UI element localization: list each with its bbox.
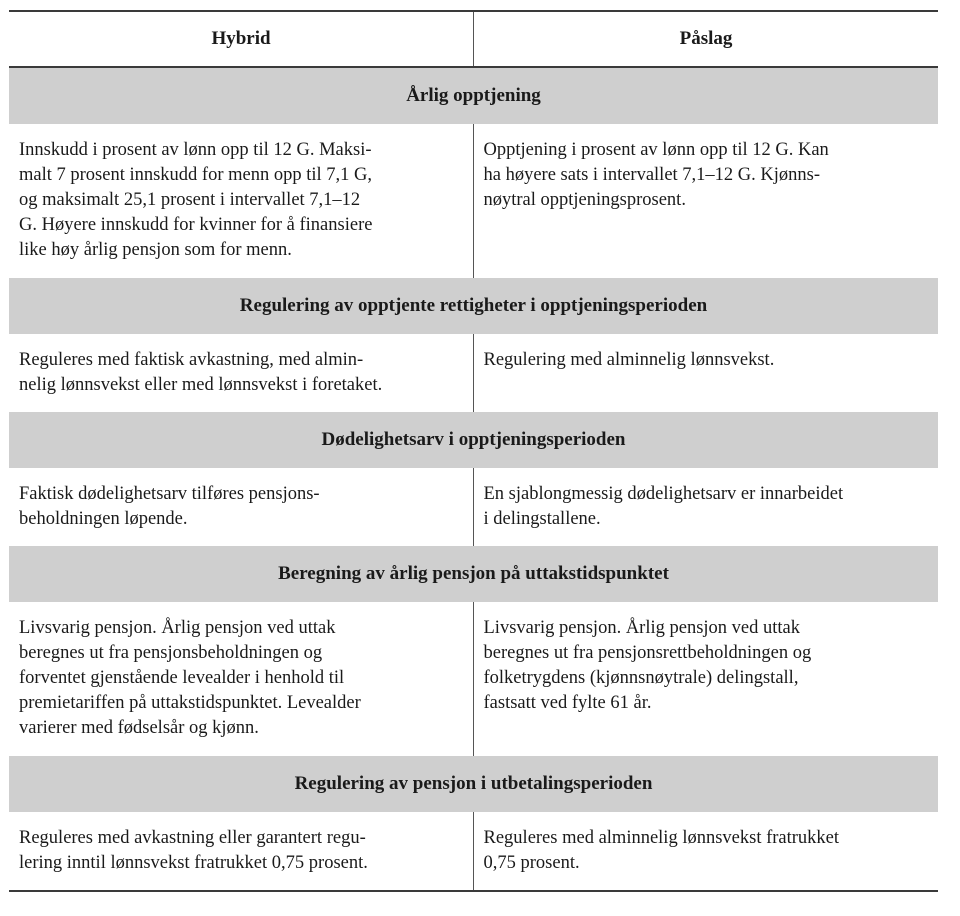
text-line: Opptjening i prosent av lønn opp til 12 G. Kan — [483, 140, 829, 160]
cell-paslag — [474, 468, 939, 546]
text-line: Livsvarig pensjon. Årlig pensjon ved uttak — [483, 618, 801, 638]
text-line: beholdningen løpende. — [19, 509, 188, 529]
text-line: og maksimalt 25,1 prosent i intervallet 7,1–12 — [19, 190, 361, 210]
cell-hybrid — [9, 602, 474, 756]
text-line: forventet gjenstående levealder i henhold til — [19, 668, 345, 688]
column-header-hybrid: Hybrid — [9, 12, 474, 66]
section-title-regulering-opptjente: Regulering av opptjente rettigheter i opptjeningsperioden — [9, 278, 938, 334]
table-bottom-rule — [9, 890, 938, 892]
text-line: fastsatt ved fylte 61 år. — [483, 693, 652, 713]
text-line: i delingstallene. — [483, 509, 601, 529]
text-line: G. Høyere innskudd for kvinner for å finansiere — [19, 215, 373, 235]
text-line: 0,75 prosent. — [483, 853, 580, 873]
text-line: Regulering med alminnelig lønnsvekst. — [483, 350, 775, 370]
text-line: Reguleres med faktisk avkastning, med almin- — [19, 350, 364, 370]
text-line: Innskudd i prosent av lønn opp til 12 G. Maksi- — [19, 140, 372, 160]
section-title-dodelighetsarv: Dødelighetsarv i opptjeningsperioden — [9, 412, 938, 468]
section-title-regulering-pensjon: Regulering av pensjon i utbetalingsperioden — [9, 756, 938, 812]
text-line: nøytral opptjeningsprosent. — [483, 190, 686, 210]
text-line: lering inntil lønnsvekst fratrukket 0,75 prosent. — [19, 853, 368, 873]
cell-paslag — [474, 602, 939, 756]
table-row — [9, 602, 938, 756]
text-line: beregnes ut fra pensjonsbeholdningen og — [19, 643, 323, 663]
cell-paslag — [474, 334, 939, 412]
table-header-row — [9, 12, 938, 68]
table-row — [9, 812, 938, 890]
column-header-paslag: Påslag — [679, 28, 733, 49]
table-row — [9, 124, 938, 278]
cell-hybrid — [9, 812, 474, 890]
text-line: beregnes ut fra pensjonsrettbeholdningen og — [483, 643, 812, 663]
text-line: Reguleres med avkastning eller garantert regu- — [19, 828, 366, 848]
text-line: Reguleres med alminnelig lønnsvekst fratrukket — [483, 828, 840, 848]
cell-hybrid — [9, 468, 474, 546]
text-line: ha høyere sats i intervallet 7,1–12 G. Kjønns- — [483, 165, 821, 185]
table-row — [9, 334, 938, 412]
text-line: malt 7 prosent innskudd for menn opp til 7,1 G, — [19, 165, 373, 185]
text-line: premietariffen på uttakstidspunktet. Levealder — [19, 693, 361, 713]
text-line: nelig lønnsvekst eller med lønnsvekst i foretaket. — [19, 375, 383, 395]
comparison-table — [9, 10, 938, 892]
cell-paslag — [474, 812, 939, 890]
section-title-beregning: Beregning av årlig pensjon på uttakstidspunktet — [9, 546, 938, 602]
text-line: Faktisk dødelighetsarv tilføres pensjons- — [19, 484, 320, 504]
text-line: like høy årlig pensjon som for menn. — [19, 240, 292, 260]
cell-paslag — [474, 124, 939, 278]
text-line: varierer med fødselsår og kjønn. — [19, 718, 259, 738]
text-line: Livsvarig pensjon. Årlig pensjon ved uttak — [19, 618, 336, 638]
text-line: En sjablongmessig dødelighetsarv er innarbeidet — [483, 484, 844, 504]
table-row — [9, 468, 938, 546]
cell-hybrid — [9, 334, 474, 412]
section-title-arlig-opptjening: Årlig opptjening — [9, 68, 938, 124]
text-line: folketrygdens (kjønnsnøytrale) delingstall, — [483, 668, 799, 688]
cell-hybrid — [9, 124, 474, 278]
